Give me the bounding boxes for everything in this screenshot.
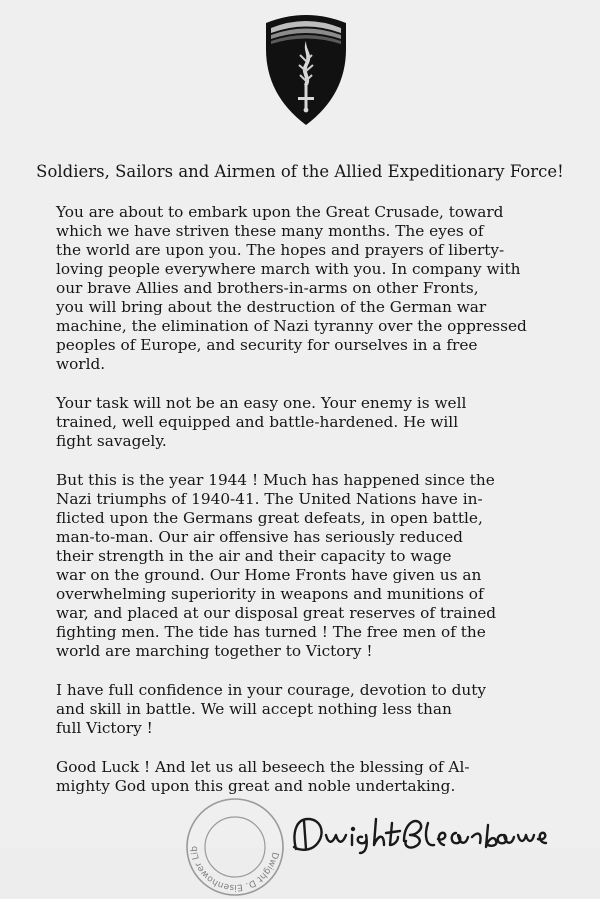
text-line: war on the ground. Our Home Fronts have given us an	[56, 566, 482, 584]
text-line: world are marching together to Victory !	[56, 642, 373, 660]
paragraph-1	[56, 203, 576, 374]
text-line: You are about to embark upon the Great Crusade, toward	[56, 203, 504, 221]
text-line: flicted upon the Germans great defeats, in open battle,	[56, 509, 483, 527]
stamp-text: Dwight D. Eisenhower Lib	[189, 845, 280, 893]
text-line: mighty God upon this great and noble undertaking.	[56, 777, 456, 795]
text-line: and skill in battle. We will accept nothing less than	[56, 700, 452, 718]
text-line: overwhelming superiority in weapons and munitions of	[56, 585, 484, 603]
text-line: fighting men. The tide has turned ! The free men of the	[56, 623, 486, 641]
text-line: Your task will not be an easy one. Your enemy is well	[56, 394, 467, 412]
eisenhower-signature-icon	[282, 805, 552, 853]
text-line: full Victory !	[56, 719, 153, 737]
text-line: loving people everywhere march with you. In company with	[56, 260, 521, 278]
text-line: their strength in the air and their capacity to wage	[56, 547, 452, 565]
text-line: Nazi triumphs of 1940-41. The United Nations have in-	[56, 490, 483, 508]
text-line: war, and placed at our disposal great reserves of trained	[56, 604, 497, 622]
text-line: But this is the year 1944 ! Much has happened since the	[56, 471, 495, 489]
text-line: you will bring about the destruction of the German war	[56, 298, 487, 316]
text-line: I have full confidence in your courage, devotion to duty	[56, 681, 487, 699]
text-line: which we have striven these many months. The eyes of	[56, 222, 484, 240]
paragraph-5	[56, 758, 576, 796]
text-line: world.	[56, 355, 106, 373]
text-line: Good Luck ! And let us all beseech the blessing of Al-	[56, 758, 470, 776]
text-line: trained, well equipped and battle-hardened. He will	[56, 413, 459, 431]
text-line: man-to-man. Our air offensive has seriously reduced	[56, 528, 463, 546]
library-stamp-icon	[183, 795, 287, 899]
salutation-heading: Soldiers, Sailors and Airmen of the Allied Expeditionary Force!	[36, 162, 564, 181]
text-line: our brave Allies and brothers-in-arms on other Fronts,	[56, 279, 479, 297]
paragraph-3	[56, 471, 576, 661]
message-body	[56, 203, 576, 816]
text-line: machine, the elimination of Nazi tyranny over the oppressed	[56, 317, 527, 335]
paragraph-2	[56, 394, 576, 451]
paragraph-4	[56, 681, 576, 738]
text-line: the world are upon you. The hopes and prayers of liberty-	[56, 241, 505, 259]
text-line: fight savagely.	[56, 432, 167, 450]
text-line: peoples of Europe, and security for ourselves in a free	[56, 336, 478, 354]
shaef-insignia-icon	[262, 11, 350, 127]
